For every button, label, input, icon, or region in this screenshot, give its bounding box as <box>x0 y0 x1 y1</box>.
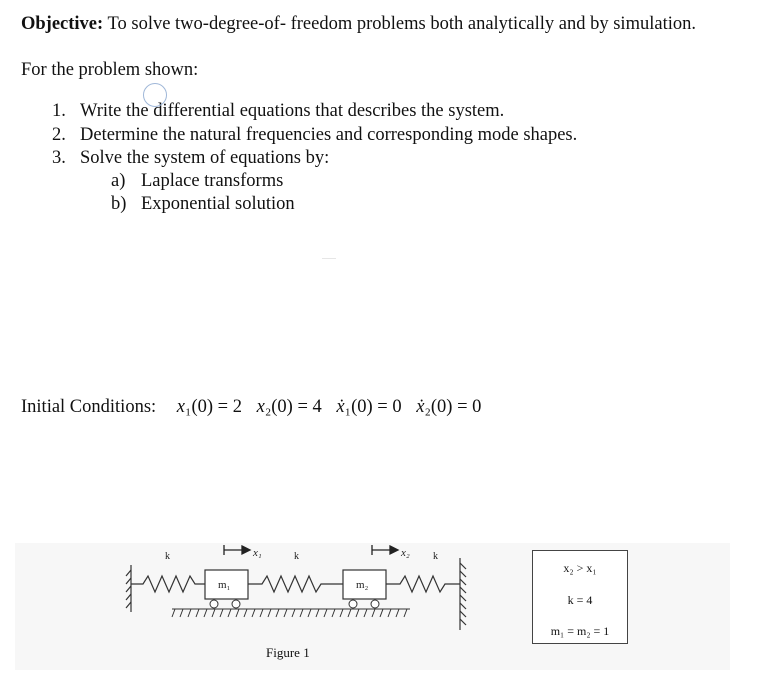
spring-3-label: k <box>433 551 438 562</box>
mass-1-wheel-right <box>232 600 240 608</box>
mass-1-label: m₁ <box>218 579 231 591</box>
x1-arrow <box>224 545 250 555</box>
mass-2-label: m₂ <box>356 579 369 591</box>
mass-2-wheel-left <box>349 600 357 608</box>
condition-x2-dot: ẋ₂(0) = 0 <box>416 397 482 417</box>
left-wall <box>126 565 131 612</box>
spring-1 <box>131 576 205 592</box>
x2-label: x₂ <box>401 547 410 559</box>
spring-2-label: k <box>294 551 299 562</box>
x2-arrow <box>372 545 398 555</box>
param-stiffness: k = 4 <box>567 593 593 607</box>
condition-x2: x₂(0) = 4 <box>256 397 322 417</box>
intro-text: For the problem shown: <box>21 60 199 80</box>
step-1-text: Write the differential equations that describes the system. <box>80 101 505 121</box>
substep-b-text: Exponential solution <box>141 194 295 214</box>
mass-1-wheel-left <box>210 600 218 608</box>
ground <box>172 609 410 617</box>
parameter-box <box>532 550 628 644</box>
step-1-number: 1. <box>52 101 66 121</box>
mass-2-wheel-right <box>371 600 379 608</box>
spring-2 <box>248 576 343 592</box>
step-3-number: 3. <box>52 148 66 168</box>
condition-x1: x₁(0) = 2 <box>176 397 242 417</box>
substep-b-letter: b) <box>111 194 127 214</box>
objective-label: Objective: <box>21 14 104 34</box>
objective-text: To solve two-degree-of- freedom problems both analytically and by simulation. <box>107 14 696 34</box>
step-2-number: 2. <box>52 125 66 145</box>
initial-conditions-label: Initial Conditions: <box>21 397 157 417</box>
param-displacement: x₂ > x₁ <box>563 561 597 575</box>
x1-label: x₁ <box>253 547 262 559</box>
spring-1-label: k <box>165 551 170 562</box>
figure-caption: Figure 1 <box>266 645 310 660</box>
substep-a-text: Laplace transforms <box>141 171 284 191</box>
step-3-text: Solve the system of equations by: <box>80 148 330 168</box>
step-2-text: Determine the natural frequencies and corresponding mode shapes. <box>80 125 578 145</box>
right-wall <box>460 558 466 630</box>
condition-x1-dot: ẋ₁(0) = 0 <box>336 397 402 417</box>
param-masses: m₁ = m₂ = 1 <box>550 624 610 638</box>
substep-a-letter: a) <box>111 171 126 191</box>
spring-3 <box>386 576 460 592</box>
